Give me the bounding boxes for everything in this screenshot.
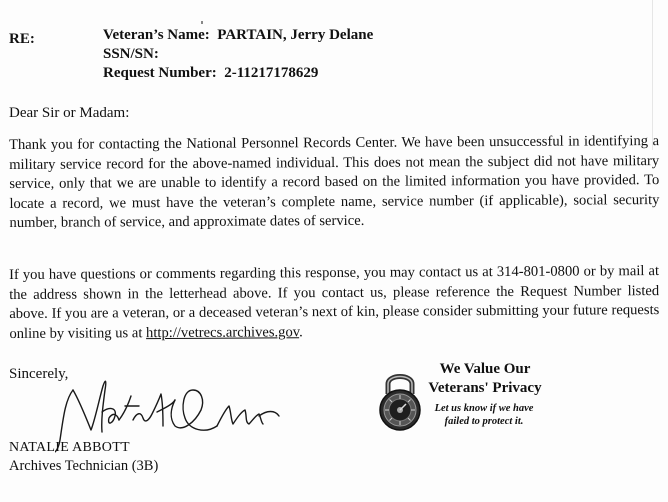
privacy-subline-line-1: Let us know if we have — [434, 403, 534, 414]
privacy-headline-line-1: We Value Our — [439, 361, 531, 377]
privacy-seal — [376, 360, 556, 435]
privacy-headline-line-2: Veterans' Privacy — [428, 380, 542, 396]
paragraph-2-end: . — [299, 323, 303, 340]
ssn-line — [103, 45, 373, 64]
veteran-name-label: Veteran’s Name: — [103, 27, 210, 43]
closing: Sincerely, — [9, 366, 69, 382]
veteran-name-line — [103, 26, 373, 45]
request-number-line — [103, 64, 373, 83]
signatory-title: Archives Technician (3B) — [9, 458, 159, 474]
reference-block — [103, 26, 373, 83]
privacy-headline — [418, 360, 552, 398]
vetrecs-link[interactable]: http://vetrecs.archives.gov — [145, 323, 300, 341]
request-number: 2-11217178629 — [224, 65, 319, 81]
body-paragraph-2 — [9, 262, 659, 344]
signatory-name: NATALIE ABBOTT — [9, 440, 130, 455]
re-label: RE: — [9, 31, 35, 47]
ssn-label: SSN/SN: — [103, 46, 159, 62]
scan-edge-line — [652, 0, 653, 150]
scan-speck — [201, 21, 203, 24]
body-paragraph-1: Thank you for contacting the National Personnel Records Center. We have been unsuccessful in identifying a military service record for the above-named individual. This does not mean the subject did not have military service, only that we are unable to identify a record based on the limited information you have provided. To locate a record, we must have the veteran’s complete name, service number (if applicable), social security number, branch of service, and approximate dates of service. — [9, 133, 660, 231]
salutation: Dear Sir or Madam: — [9, 105, 130, 121]
request-number-label: Request Number: — [103, 65, 217, 81]
paragraph-2-text: If you have questions or comments regarding this response, you may contact us at 314-801-0800 or by mail at the address shown in the letterhead above. If you contact us, please reference the Request Number listed above. If you are a veteran, or a deceased veteran’s next of kin, please consider submitting your future requests online by visiting us at — [9, 263, 660, 342]
veteran-name: PARTAIN, Jerry Delane — [217, 27, 374, 43]
privacy-subline — [422, 402, 546, 428]
privacy-subline-line-2: failed to protect it. — [444, 416, 524, 427]
combination-padlock-icon — [376, 368, 424, 432]
